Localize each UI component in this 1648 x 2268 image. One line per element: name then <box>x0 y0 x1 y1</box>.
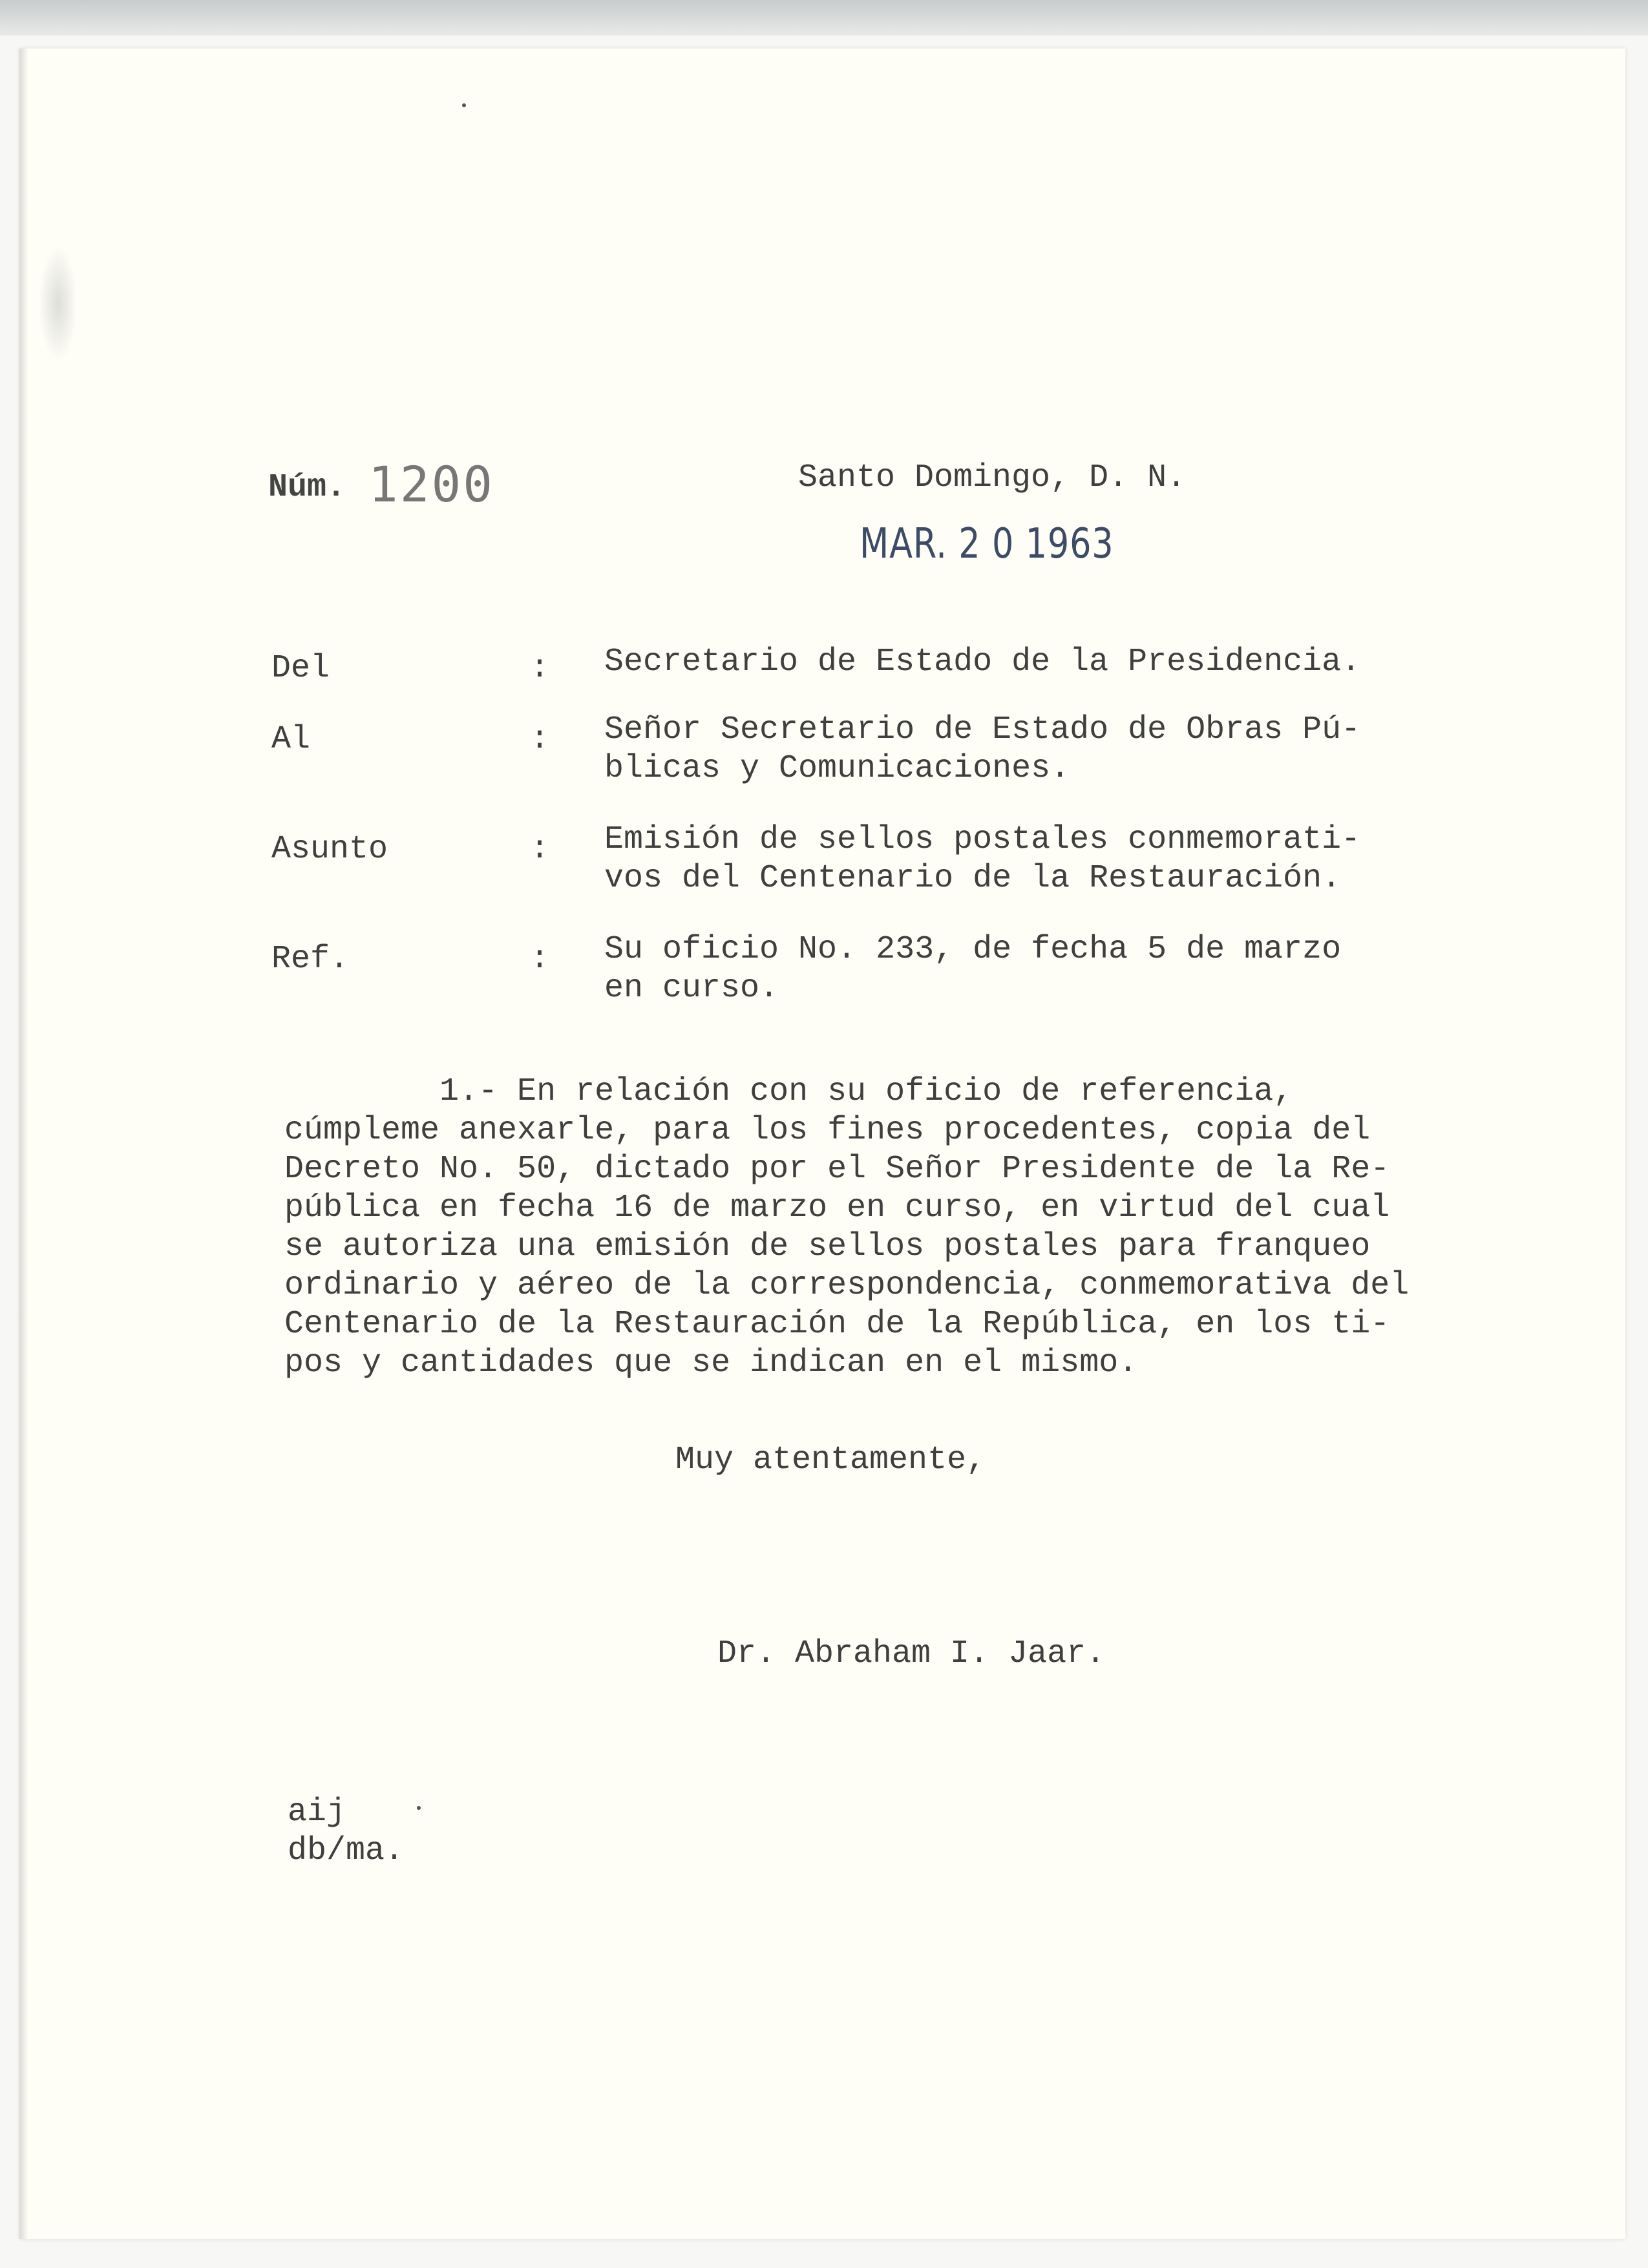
header-value-reference: Su oficio No. 233, de fecha 5 de marzo en curso. <box>604 931 1342 1007</box>
letter-body: 1.- En relación con su oficio de referencia, cúmpleme anexarle, para los fines procedentes, copia del Decreto No. 50, dictado por el Señor Presidente de la Re- pública en fecha 16 de marzo en curso, en virtud del cual se autoriza una emisión de sellos postales para franqueo ordinario y aéreo de la correspondencia, conmemorativa del Centenario de la Restauración de la República, en los ti- pos y cantidades que se indican en el mismo. <box>284 1073 1410 1381</box>
date-stamp: MAR. 2 0 1963 <box>860 520 1114 568</box>
header-colon: : <box>530 941 550 978</box>
header-label-reference: Ref. <box>271 941 350 978</box>
header-value-from: Secretario de Estado de la Presidencia. <box>604 644 1361 680</box>
header-label-from: Del <box>271 650 330 687</box>
signer-name: Dr. Abraham I. Jaar. <box>717 1635 1106 1672</box>
paper-smudge <box>39 246 78 362</box>
header-label-to: Al <box>271 721 311 758</box>
header-value-to: Señor Secretario de Estado de Obras Pú- blicas y Comunicaciones. <box>604 711 1361 787</box>
letter-place: Santo Domingo, D. N. <box>798 459 1187 496</box>
letter-closing: Muy atentamente, <box>675 1442 986 1478</box>
header-colon: : <box>530 721 550 758</box>
reference-initials: aij db/ma. <box>288 1794 405 1869</box>
scanner-edge <box>0 0 1648 36</box>
paper-speck <box>417 1806 421 1810</box>
header-colon: : <box>530 831 550 868</box>
page-edge-shadow <box>19 48 28 2239</box>
header-label-subject: Asunto <box>271 831 388 868</box>
document-number: 1200 <box>368 456 495 513</box>
header-colon: : <box>530 650 550 687</box>
document-number-label: Núm. <box>268 469 346 506</box>
header-value-subject: Emisión de sellos postales conmemorati- vos del Centenario de la Restauración. <box>604 821 1361 897</box>
paper-speck <box>462 103 466 107</box>
